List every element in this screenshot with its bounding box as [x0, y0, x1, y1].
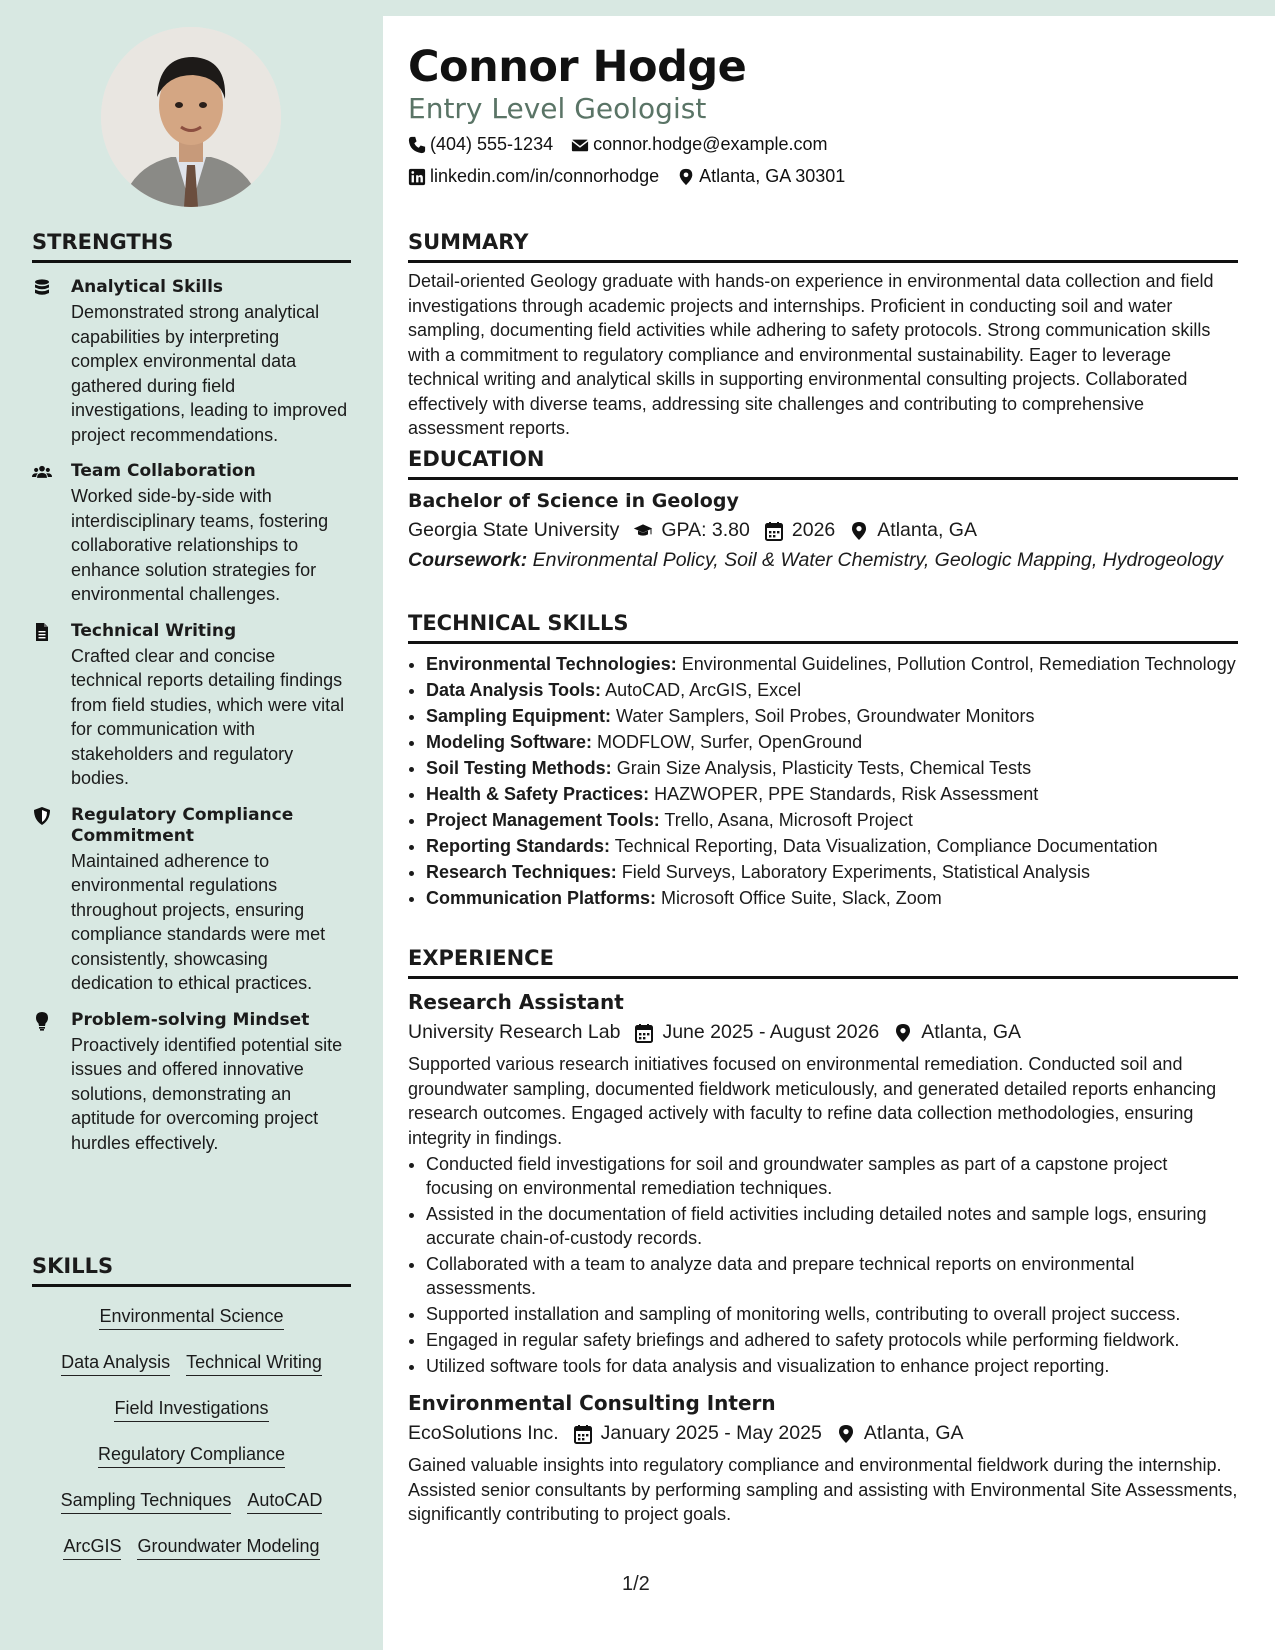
list-item [426, 704, 1238, 728]
company-name [408, 1021, 620, 1044]
contact-row [408, 166, 863, 187]
year-text: 2026 [791, 519, 836, 541]
job-location-text: Atlanta, GA [921, 1021, 1021, 1043]
strength-item [32, 277, 351, 447]
candidate-name: Connor Hodge [408, 42, 747, 92]
experience-section [408, 946, 1238, 1527]
experience-title: EXPERIENCE [408, 946, 1238, 979]
calendar-icon [764, 521, 784, 541]
envelope-icon [571, 136, 589, 154]
coursework-text: Environmental Policy, Soil & Water Chemistry, Geologic Mapping, Hydrogeology [532, 549, 1224, 571]
skill-label: Data Analysis Tools: [426, 680, 602, 700]
job-bullets [408, 1152, 1238, 1378]
strength-item [32, 621, 351, 791]
strength-description: Crafted clear and concise technical reports detailing findings from field studies, which were vital for communication with stakeholders and regulatory bodies. [71, 645, 345, 788]
skill-value: Trello, Asana, Microsoft Project [664, 810, 913, 830]
skill-tag: ArcGIS [63, 1535, 121, 1560]
strength-item [32, 1010, 351, 1156]
linkedin-icon [408, 168, 426, 186]
strength-item [32, 805, 351, 996]
list-item [426, 730, 1238, 754]
skill-label: Research Techniques: [426, 862, 617, 882]
gpa-item [633, 519, 750, 542]
skill-tag: AutoCAD [247, 1489, 322, 1514]
skill-label: Sampling Equipment: [426, 706, 612, 726]
list-item: • Assisted in the documentation of field activities including detailed notes and sample logs, ensuring accurate chain-of-custody records. [426, 1202, 1238, 1250]
job-title: Environmental Consulting Intern [408, 1391, 776, 1415]
main-content [383, 16, 1275, 1650]
skill-value: HAZWOPER, PPE Standards, Risk Assessment [654, 784, 1039, 804]
summary-title: SUMMARY [408, 230, 1238, 263]
map-pin-icon [836, 1424, 856, 1444]
document-icon [32, 622, 54, 644]
skill-value: Water Samplers, Soil Probes, Groundwater Monitors [616, 706, 1035, 726]
job-location-text: Atlanta, GA [863, 1422, 964, 1444]
company-text: EcoSolutions Inc. [408, 1422, 559, 1444]
degree-title: Bachelor of Science in Geology [408, 490, 739, 512]
skill-value: AutoCAD, ArcGIS, Excel [605, 680, 802, 700]
linkedin-contact[interactable] [408, 166, 659, 187]
sidebar [0, 0, 383, 1650]
list-item: • Utilized software tools for data analysis and visualization to enhance project reporting. [426, 1354, 1238, 1378]
skill-tag: Data Analysis [61, 1351, 170, 1376]
email-contact[interactable] [571, 134, 827, 155]
technical-skills-title: TECHNICAL SKILLS [408, 611, 1238, 644]
skill-tag: Environmental Science [99, 1305, 283, 1330]
skill-label: Communication Platforms: [426, 888, 657, 908]
calendar-icon [573, 1424, 593, 1444]
email-text: connor.hodge@example.com [593, 134, 828, 154]
profile-photo [101, 27, 281, 207]
school-name [408, 519, 619, 542]
strength-description: Maintained adherence to environmental regulations throughout projects, ensuring compliance standards were met consistently, showcasing dedication to ethical practices. [71, 850, 326, 993]
location-text: Atlanta, GA 30301 [699, 166, 846, 186]
job-summary: Gained valuable insights into regulatory compliance and environmental fieldwork during the internship. Assisted senior consultants by performing sampling and assisting with Environmental Site Assessments, significantly contributing to project goals. [408, 1455, 1238, 1524]
calendar-icon [634, 1023, 654, 1043]
list-item: • Collaborated with a team to analyze data and prepare technical reports on environmental assessments. [426, 1252, 1238, 1300]
job-location [836, 1422, 964, 1445]
education-location [849, 519, 977, 542]
list-item: • Conducted field investigations for soil and groundwater samples as part of a capstone project focusing on environmental remediation techniques. [426, 1152, 1238, 1200]
gpa-text: GPA: 3.80 [661, 519, 750, 541]
education-location-text: Atlanta, GA [877, 519, 977, 541]
strengths-section [32, 230, 351, 1155]
company-text: University Research Lab [408, 1021, 621, 1043]
summary-section [408, 230, 1238, 441]
education-meta [408, 519, 1238, 542]
skill-tag: Groundwater Modeling [137, 1535, 319, 1560]
list-item [426, 834, 1238, 858]
technical-skills-section [408, 611, 1238, 912]
job-meta [408, 1422, 1238, 1445]
list-item: • Engaged in regular safety briefings and adhered to safety protocols while performing fieldwork. [426, 1328, 1238, 1352]
strength-title: Problem-solving Mindset [71, 1009, 310, 1030]
list-item [426, 886, 1238, 910]
lightbulb-icon [32, 1011, 54, 1033]
list-item: • Supported installation and sampling of monitoring wells, contributing to overall project success. [426, 1302, 1238, 1326]
job-title: Research Assistant [408, 990, 624, 1014]
page-number: 1/2 [622, 1573, 650, 1595]
skill-value: Environmental Guidelines, Pollution Control, Remediation Technology [681, 654, 1236, 674]
technical-skills-list [408, 652, 1238, 910]
skills-list [32, 1295, 351, 1571]
map-pin-icon [893, 1023, 913, 1043]
list-item [426, 808, 1238, 832]
summary-text: Detail-oriented Geology graduate with hands-on experience in environmental data collection and field investigations through academic projects and internships. Proficient in conducting soil and water sampling, documenting field activities while adhering to safety protocols. Strong communication skills with a commitment to regulatory compliance and environmental sustainability. Eager to leverage technical writing and analytical skills in supporting environmental consulting projects. Collaborated effectively with diverse teams, addressing site challenges and contributing to comprehensive assessment reports. [408, 271, 1214, 438]
job-dates [573, 1422, 822, 1445]
strength-description: Worked side-by-side with interdisciplinary teams, fostering collaborative relationships to enhance solution strategies for environmental challenges. [71, 486, 329, 604]
skill-tag: Regulatory Compliance [98, 1443, 285, 1468]
skill-tag: Sampling Techniques [61, 1489, 232, 1514]
candidate-role: Entry Level Geologist [408, 92, 707, 125]
list-item [426, 782, 1238, 806]
job-dates-text: June 2025 - August 2026 [662, 1021, 880, 1043]
skill-tag: Field Investigations [114, 1397, 268, 1422]
education-title: EDUCATION [408, 447, 1238, 480]
skill-label: Modeling Software: [426, 732, 592, 752]
users-icon [32, 462, 54, 484]
skill-label: Health & Safety Practices: [426, 784, 650, 804]
location-contact [677, 166, 845, 187]
phone-text: (404) 555-1234 [430, 134, 554, 154]
job-location [893, 1021, 1021, 1044]
list-item [426, 860, 1238, 884]
skill-label: Soil Testing Methods: [426, 758, 612, 778]
skill-value: Grain Size Analysis, Plasticity Tests, Chemical Tests [616, 758, 1032, 778]
strength-description: Proactively identified potential site issues and offered innovative solutions, demonstrating an aptitude for overcoming project hurdles effectively. [71, 1034, 343, 1153]
coursework-label: Coursework: [408, 549, 528, 571]
school-text: Georgia State University [408, 519, 620, 541]
job-summary: Supported various research initiatives focused on environmental remediation. Conducted soil and groundwater sampling, documented fieldwork meticulously, and generated detailed reports enhancing research outcomes. Engaged actively with faculty to refine data collection methodologies, ensuring integrity in findings. [408, 1054, 1217, 1148]
skill-label: Reporting Standards: [426, 836, 611, 856]
strength-title: Team Collaboration [71, 461, 256, 481]
job-dates-text: January 2025 - May 2025 [600, 1422, 822, 1444]
skill-tag: Technical Writing [186, 1351, 322, 1376]
linkedin-text: linkedin.com/in/connorhodge [430, 166, 660, 186]
year-item [764, 519, 835, 542]
education-section [408, 447, 1238, 572]
skill-label: Environmental Technologies: [426, 654, 677, 674]
graduation-cap-icon [633, 521, 653, 541]
contact-row [408, 134, 846, 155]
list-item [426, 678, 1238, 702]
strength-title: Regulatory Compliance Commitment [71, 804, 294, 846]
list-item [426, 756, 1238, 780]
database-icon [32, 278, 54, 300]
skill-label: Project Management Tools: [426, 810, 660, 830]
skills-title: SKILLS [32, 1254, 351, 1287]
profile-photo-icon [101, 27, 281, 207]
list-item [426, 652, 1238, 676]
strengths-title: STRENGTHS [32, 230, 351, 263]
shield-icon [32, 806, 54, 828]
map-pin-icon [677, 168, 695, 186]
skill-value: Microsoft Office Suite, Slack, Zoom [661, 888, 942, 908]
coursework [408, 548, 1238, 572]
strength-title: Technical Writing [71, 620, 237, 641]
skill-value: Field Surveys, Laboratory Experiments, Statistical Analysis [621, 862, 1090, 882]
strength-description: Demonstrated strong analytical capabilities by interpreting complex environmental data gathered during field investigations, leading to improved project recommendations. [71, 302, 348, 445]
skill-value: MODFLOW, Surfer, OpenGround [597, 732, 863, 752]
phone-contact [408, 134, 553, 155]
job-meta [408, 1021, 1238, 1044]
skills-section [32, 1254, 351, 1571]
skill-value: Technical Reporting, Data Visualization, Compliance Documentation [614, 836, 1158, 856]
strength-item [32, 461, 351, 607]
strength-title: Analytical Skills [71, 277, 224, 297]
company-name [408, 1422, 559, 1445]
map-pin-icon [849, 521, 869, 541]
phone-icon [408, 136, 426, 154]
job-dates [634, 1021, 879, 1044]
